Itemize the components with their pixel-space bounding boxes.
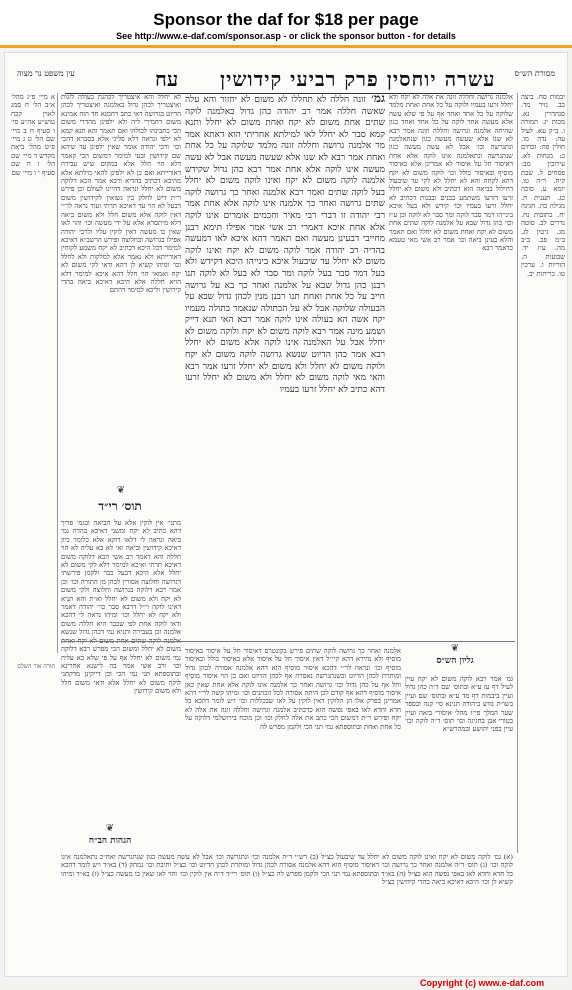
gilyon-text-column [405,675,513,851]
hagahot-text: (א) גמ׳ לוקה משום לא יקח ואינו לוקה משום לא יחלל עד שיבעול כצ״ל (ב) רש״י ד״ה אלמנה וכו׳ ונתגרשה וכו׳ אבל לא עשה מעשה כגון שנתגרשה ואח״כ נתאלמנה אינו לוקה וכו׳ (ג) תוס׳ ד״ה אלמנה ואחר כך גרושה וכו׳ דאיסור מוסיף הוא דהא אלמנה אסורה לכהן גדול ומותרת לכהן הדיוט וכו׳ כצ״ל ותיבת וכו׳ נמחק (ד) בא״ד ויש לומר דהכא כל חדא וחדא לאו באפי נפשה הוא כצ״ל (ה) בא״ד ובתוספתא נמי תני הכי ולקמן מפרש לה כצ״ל (ו) תוס׳ רי״ד ד״ה אין לוקין וכו׳ והוי לאו שאין בו מעשה כצ״ל (ז) בא״ד ומיהו קשיא לן וכו׳ היכא דאיכא ביאה בהדי קידושין כצ״ל [61,853,513,887]
margin-divider-right [517,93,518,853]
masoret-text: יבמות סח. ביצה כב. נזיר מד. סנהדרין נא. מכות יג. תמורה ו. ב״ק עא. לעיל עה: נדה מו. חולין פח: זבחים כ: מנחות לא. עירובין מב: פסחים ל. שבת קיח. ר״ה טו. יומא ע. סוכה כג. תענית ח. מגילה כה. חגיגה יח. כתובות נח. נדרים לב. סוטה מג. גיטין לג. ב״מ פב. ב״ב מה. ע״ז יד. שבועות ה. הוריות ו. ערכין טו. כריתות יב. [521,93,565,278]
masoret-label: מסורת הש״ס [514,69,555,78]
rashi-text: אלמנה גרושה וחללה זונה את אלה לא יקח ולא יחלל זרעו בעמיו ולוקה על כל אחת ואחת מלמד שלוקה על כל אחד ואחד אף על פי שלא עשה אלא מעשה אחד לוקה על כל אחד ואחד כגון שהיתה אלמנה וגרושה וחללה וזונה אמר רבא לא שנו אלא שעשה מעשה כגון שנתאלמנה ונתגרשה וכו׳ אבל לא עשה מעשה כגון שנתגרשה ונתאלמנה אינו לוקה אלא אחת דאיסור חל על איסור לא אמרינן אלא באיסור מוסיף ובאיסור כולל וכו׳ לוקה משום לא יקח דהא לקחה והא לא יחלל לא לקי עד שיבעול דחילול בביאה הוא דכתיב ולא משום לא יחלל זרעו דזרעו משתמע בבנים ובבנות דכתיב לא יחלל זרעו בעמיו וכו׳ קידש ולא בעל איכא בינייהו דמר סבר לוקה ומר סבר לא לוקה וכן ע״ז וכו׳ כהן גדול שבא על אלמנה לוקה שתים אחת משום לא יקח ואחת משום לא יחלל ואם תאמר והלא בעינן ביאה וכו׳ אמר רב אשי מאי טעמא כדאמר רבא [389,93,513,253]
page-header [5,63,567,89]
talmud-page [4,52,568,977]
gemara-opening-word: גמ׳ [365,93,385,105]
copyright-link[interactable]: Copyright (c) www.e-daf.com [420,978,545,988]
chapter-title: עשרה יוחסין פרק רביעי קידושין [220,67,496,91]
margin-text: א מיי׳ פ״ג מהל׳ א״ב הל׳ ח סמג לאוין קכח טוש״ע אה״ע סי׳ ו סעיף ח ב מיי׳ שם הל׳ ט ג מיי׳ פ״ט מהל׳ ביאת מקדש ד מיי׳ שם הל׳ ו ה שם סעיף י ו מיי׳ שם [11,93,55,177]
gilyon-heading: גליון הש״ס [436,656,474,666]
hagahot-ornament: ❦ [105,823,115,834]
folio-number: עח [155,67,179,91]
rashi-column [389,93,513,633]
masoret-hashas-column [521,93,565,853]
hagahot-heading: הגהות הב״ח [88,836,132,846]
sponsor-subtitle[interactable]: See http://www.e-daf.com/sponsor.asp - or click the sponsor button - for details [116,31,456,41]
tosafot-lower-column [185,647,401,851]
margin-divider-left [57,93,58,653]
tosafot-rid-column [61,519,181,819]
lower-divider [61,641,515,642]
tosafot-rid-text: מתני׳ אין לוקין אלא על הביאה ובגמ׳ פריך דהא כתיב לא יקח ומשני דאיכא בהדה נמי ביאה ונראה לי דלאו דוקא אלא כלומר כיון דאיכא קידושין וביאה ואי לא בא עליה לא הוי חללה והא דאמר רב אשי הכא דלוקה משום דאיכא תרתי ואיכא למימר דלא לקי משום לא יחלל אלא היכא דבעל כבר ולקמן פירשתי דגרושה וחלוצה אסורין לכהן מן התורה וכו׳ וכן אמר רבא דלוקה בגרושה וחלוצה ולקי משום לא יקח ולא משום לא יחלל וא״ת והא תניא דאינו לוקה וי״ל דרבא סבר כר׳ יהודה דאמר ולא יקח לא יחלל וכו׳ ומיהו נראה לי דהכא ודאי לוקה אחת לפי שכבר היא חללה משום אלמנה וכן בעבירה ותניא נמי דכהן גדול שנשא משום לא יחלל ומשום הכי מפרש רבא דלוקה נמי משום לא יחלל אף על פי שלא בא עליה וכו׳ ורב אשי אמר בה לישנא אחרינא ובתוספתא תני נמי הכי וכן דייקינן מדקתני לוקה משום לא יחלל אלא ודאי משום חלל ולא משום קידושין [61,519,181,696]
ein-mishpat-column [11,93,55,653]
rashi-box-ornament: ❦ [116,485,126,496]
hagahot-text-column [61,853,513,971]
ein-mishpat-label: עין משפט נר מצוה [17,69,75,78]
tosafot-text: לא יחלל והא איצטריך לכהנת בעולה לזנות ואיצטריך לכהן גדול באלמנה ואיצטריך לכהן הדיוט בגרושה דאי כתב רחמנא חד הוה אמינא משום דחמירי ליה ולא ילפינן מהדדי משום הכי כתבינהו לכולהו ואם תאמר והא תנא קמא לא ילפי ונראה דלא פליגי אלא בסברא דהכי וכו׳ ורבי יהודה אומר שאין ילפינן עד שיהא שם קידושין ובעי למימר דמשום הכי קאמר דלא הוי חלל אלא במקום שיש עבירה דאורייתא ואם כן לא ילפינן להאי מילתא אלא מהיכא דכתיב בהדיא ורבא אמר הכא דלוקה משום לא יחלל ונראה דהיינו לעולם וכן פירש ר״ת דיש לחלק בין נשואין לקידושין משום דבעל לא הוי עד דאיכא תרתי ועוד נראה לר״י דאין לוקה אלא משום חלל ולא משום ביאה דלא מיתסרא אלא על ידי מעשה וכו׳ והוי לאו שאין בו מעשה דאין לוקין עליו ולרבי יהודה אפילו בגרושה ובחלוצה ופירש הרשב״א דאיכא למימר דכל היכא דכתיב לא יקח משמע לקוחין דאורייתא ולא נאמר אלא למלקות ולא לחלל וכו׳ ומיהו קשיא לן דהא ודאי לקי משום לא יקח ואמאי הוי חלל דהא איכא למימר דלא הויא חללה אלא היכא דאיכא ביאה בהדי קידושין וליכא למימר דהתם [61,93,181,295]
gilyon-text: גמ׳ אמר רבא לוקה משום לא יקח עיין לעיל דף עז ע״א ובתוס׳ שם ד״ה כהן גדול ועיין ביבמות דף מד ע״א ובתוס׳ שם ועיין בשו״ת נודע ביהודה תנינא סי׳ קנה ובספר שער המלך פי״ז מהל׳ איסורי ביאה ועיין בטורי אבן בחגיגה וכו׳ תוס׳ ד״ה לוקה וכו׳ עיין בפני יהושע ובמהרש״א [405,675,513,734]
tosafot-lower-text: אלמנה ואחר כך גרושה לוקה שתים פירש בקונטרס דאיסור חל על איסור באיסור מוסיף ולא נהירא דהא קיי״ל דאין איסור חל על איסור אלא באיסור כולל ובאיסור מוסיף וכו׳ ונראה לר״י דהכא איסור מוסיף הוא דהא אלמנה אסורה לכהן גדול ומותרת לכהן הדיוט וכשנתגרשה נאסרה אף לכהן הדיוט ואם כן הוי איסור מוסיף וחל אף על כהן גדול וכו׳ גרושה ואחר כך אלמנה אינו לוקה אלא אחת שאין כאן איסור מוסיף דהא אף קודם לכן היתה אסורה לכל הכהנים וכו׳ ומיהו קשה לר״י דהא אמרינן בפרק אלו הן הלוקין דאין לוקין על לאו שבכללות וכו׳ ויש לומר דהכא כל חדא וחדא לאו באפי נפשה הוא כדכתיב אלמנה וגרושה וחללה זונה את אלה לא יקח ופירש ר״ת דמשום הכי כתב את אלה לחלק וכו׳ וכן מוכח בירושלמי דלוקה על כל אחת ואחת ובתוספתא נמי תני הכי ולקמן מפרש לה [185,647,401,731]
left-margin-note: תורה אור השלם [17,663,55,670]
tosafot-column [61,93,181,483]
gemara-body: זונה חללה לא תחללו לא משום לא יחזור והא עלה שאשה חללה אמר רב יהודה כהן גדול באלמנה לוקה שתים אחת משום לא יקח ואחת משום לא יחלל ותנא קמא סבר לא יחלל לאו למילתא אחריתי הוא דאתא אמר מר אלמנה גרושה וחללה זונה מלמד שלוקה על כל אחת ואחת אמר רבא לא שנו אלא שעשה מעשה אבל לא עשה מעשה אינו לוקה אלא אחת אמר רבא כהן גדול שקידש אלמנה לוקה משום לא יקח ואינו לוקה משום לא יחלל בעל לוקה שתים ואמר רבא אלמנה ואחר כך גרושה לוקה שתים גרושה ואחר כך אלמנה אינו לוקה אלא אחת אמר רבי יהודה זו דברי רבי מאיר וחכמים אומרים אינו לוקה אלא אחת איכא דאמרי רב אשי אמר אפילו תימא רבנן מחייבי דבעינן מעשה ואם תאמר דהא איכא לאו דמעשה בהדיה רב יהודה אמר לוקה משום לא יקח ואינו לוקה משום לא יחלל עד שיבעול איכא בינייהו היכא דקידש ולא בעל דמר סבר בעל לוקה ומר סבר לא בעל לא לוקה תנו רבנן כהן גדול שבא על אלמנה ואחר כך בא על גרושה חייב על כל אחת ואחת תנו רבנן מנין לכהן גדול שבא על הבעולה שלוקה אבל לא על הבתולה שנאמר בתולה מעמיו יקח אשה הא בעולה אינו לוקה אמר רבא האי תנא דייק ושמע מינה אמר רבא לוקה משום לא יקח ולוקה משום לא יחלל אבל על האלמנה אינו לוקה אלא משום לא יחלל רבא אמר כהן הדיוט שנשא גרושה לוקה משום לא יקח ולוקה משום לא יחלל ולא משום לא יחלל זרעו אמר רבא והאי מאי לוקה משום לא יחלל ולא משום לא יחלל זרעו דהא כתיב לא יחלל זרעו בעמיו [185,95,385,395]
sponsor-title[interactable]: Sponsor the daf for $18 per page [153,10,419,29]
sponsor-banner[interactable] [0,0,572,48]
gilyon-ornament: ❦ [450,643,460,654]
rashi-box-heading: תוס׳ רי״ד [98,499,142,513]
gemara-text [185,93,385,633]
